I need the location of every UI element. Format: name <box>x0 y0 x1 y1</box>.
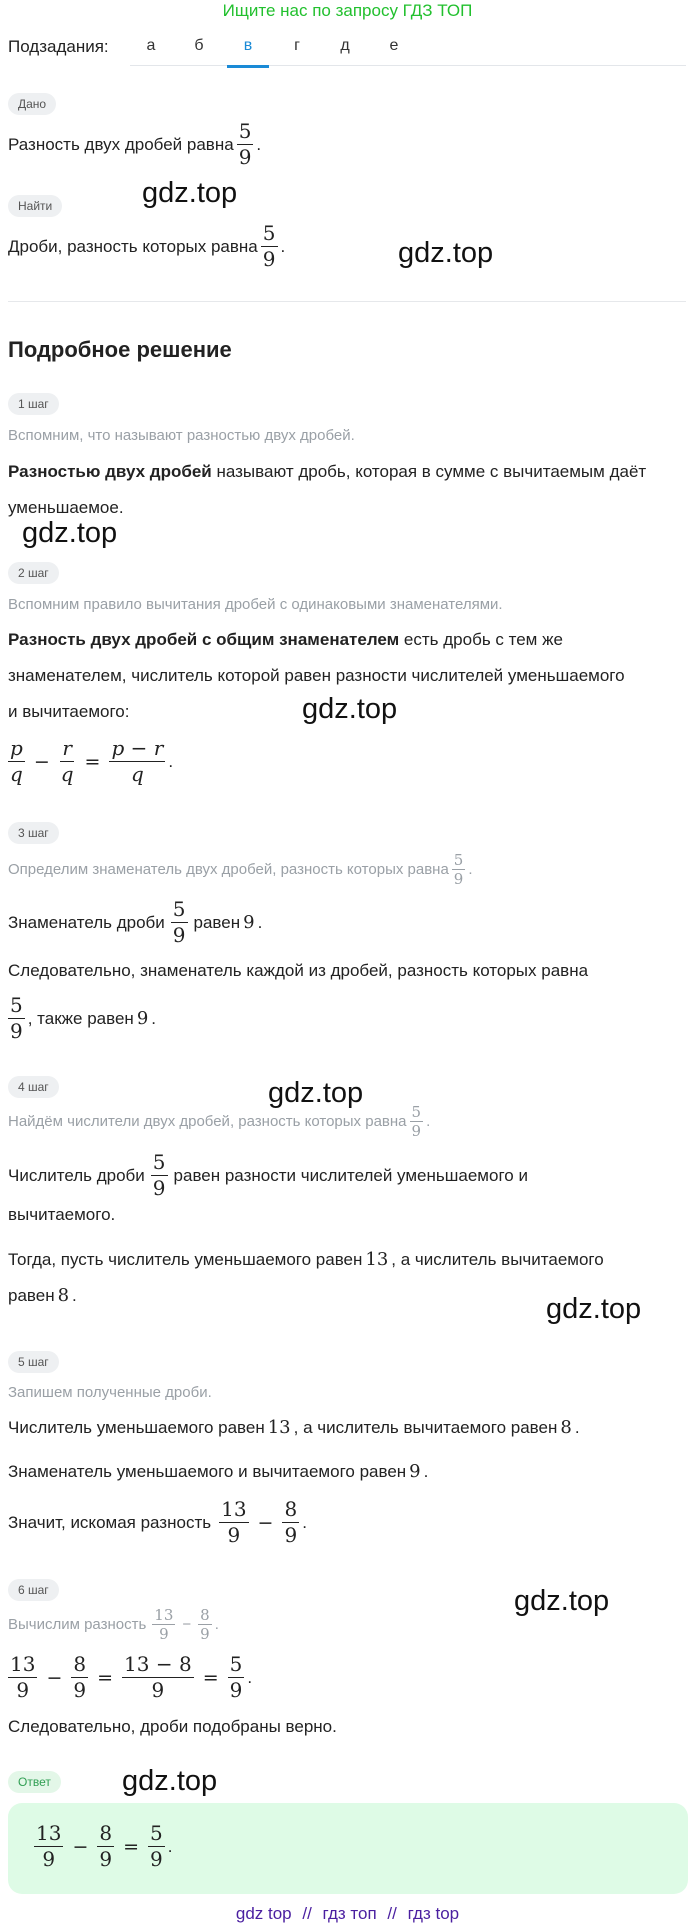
step1-text-line1: Разностью двух дробей называют дробь, которая в сумме с вычитаемым даёт <box>8 462 647 481</box>
step2-text-line2: знаменателем, числитель которой равен разности числителей уменьшаемого <box>8 666 625 685</box>
footer-link-1[interactable]: gdz top <box>235 1904 292 1923</box>
footer-link-2[interactable]: гдз топ <box>322 1904 377 1923</box>
watermark: gdz.top <box>302 693 398 725</box>
watermark: gdz.top <box>514 1585 610 1617</box>
step4-line1: Числитель дроби $\frac{5}{9}$ равен разности числителей уменьшаемого и <box>8 1150 528 1200</box>
footer-link-3[interactable]: гдз top <box>407 1904 460 1923</box>
watermark: gdz.top <box>22 517 118 549</box>
find-pill: Найти <box>8 195 62 217</box>
solution-title: Подробное решение <box>8 337 232 362</box>
search-banner: Ищите нас по запросу ГДЗ ТОП <box>222 1 473 20</box>
step6-pill: 6 шаг <box>8 1579 59 1601</box>
step1-hint: Вспомним, что называют разностью двух дробей. <box>8 427 355 444</box>
watermark: gdz.top <box>268 1077 364 1109</box>
watermark: gdz.top <box>398 237 494 269</box>
subtask-tabs <box>130 30 686 66</box>
step4-line3: Тогда, пусть числитель уменьшаемого равен 13 , а числитель вычитаемого <box>8 1249 604 1270</box>
step5-hint: Запишем полученные дроби. <box>8 1384 212 1401</box>
tab-v[interactable]: в <box>227 37 269 68</box>
step3-hint: Определим знаменатель двух дробей, разность которых равна $\frac{5}{9}$ . <box>8 851 473 888</box>
step5-line2: Знаменатель уменьшаемого и вычитаемого равен 9 . <box>8 1461 429 1482</box>
step2-text-line1: Разность двух дробей с общим знаменателем есть дробь с тем же <box>8 630 563 649</box>
find-fraction: $\frac{5}{9}$ <box>262 221 276 271</box>
tab-e[interactable]: е <box>389 37 399 54</box>
answer-pill: Ответ <box>8 1771 61 1793</box>
step2-text-line3: и вычитаемого: <box>8 702 130 721</box>
step3-pill: 3 шаг <box>8 822 59 844</box>
given-fraction: $\frac{5}{9}$ <box>238 119 252 169</box>
step6-conclusion: Следовательно, дроби подобраны верно. <box>8 1717 337 1736</box>
step2-pill: 2 шаг <box>8 562 59 584</box>
step1-pill: 1 шаг <box>8 393 59 415</box>
given-text: Разность двух дробей равна $\frac{5}{9}$ . <box>8 119 262 169</box>
answer-equation: $\frac{13}{9}$ − $\frac{8}{9}$ = $\frac{5}{9}$ . <box>36 1821 173 1871</box>
find-text: Дроби, разность которых равна $\frac{5}{9}$ . <box>8 221 286 271</box>
given-label: Разность двух дробей равна <box>8 134 234 154</box>
footer-links: gdz top // гдз топ // гдз top <box>235 1904 460 1923</box>
step5-line3: Значит, искомая разность $\frac{13}{9}$ − $\frac{8}{9}$ . <box>8 1497 307 1547</box>
step6-equation: $\frac{13}{9}$ − $\frac{8}{9}$ = $\frac{13 - 8}{9}$ = $\frac{5}{9}$ . <box>10 1652 253 1702</box>
step4-pill: 4 шаг <box>8 1076 59 1098</box>
tab-g[interactable]: г <box>294 37 300 54</box>
step1-text-line2: уменьшаемое. <box>8 498 124 517</box>
watermark: gdz.top <box>546 1293 642 1325</box>
tab-b[interactable]: б <box>194 37 204 54</box>
step3-line1: Знаменатель дроби $\frac{5}{9}$ равен 9 . <box>8 897 263 947</box>
step2-formula: $\frac{p}{q}$ − $\frac{r}{q}$ = $\frac{p - r}{q}$ . <box>10 736 174 786</box>
step2-hint: Вспомним правило вычитания дробей с одинаковыми знаменателями. <box>8 596 503 613</box>
given-pill: Дано <box>8 93 56 115</box>
tab-d[interactable]: д <box>340 37 350 54</box>
find-label: Дроби, разность которых равна <box>8 236 258 256</box>
step4-line4: равен 8 . <box>8 1285 77 1306</box>
watermark: gdz.top <box>122 1765 218 1797</box>
step3-line2: Следовательно, знаменатель каждой из дробей, разность которых равна <box>8 961 589 980</box>
step5-pill: 5 шаг <box>8 1351 59 1373</box>
step4-line2: вычитаемого. <box>8 1205 116 1224</box>
step5-line1: Числитель уменьшаемого равен 13 , а числитель вычитаемого равен 8 . <box>8 1417 580 1438</box>
step6-hint: Вычислим разность $\frac{13}{9}$ − $\frac{8}{9}$ . <box>8 1606 219 1643</box>
step3-line3: $\frac{5}{9}$ , также равен 9 . <box>10 993 156 1043</box>
subtasks-label: Подзадания: <box>8 37 109 56</box>
step4-hint: Найдём числители двух дробей, разность которых равна $\frac{5}{9}$ . <box>8 1103 431 1140</box>
tab-a[interactable]: а <box>146 37 156 54</box>
watermark: gdz.top <box>142 177 238 209</box>
section-divider <box>8 301 686 302</box>
